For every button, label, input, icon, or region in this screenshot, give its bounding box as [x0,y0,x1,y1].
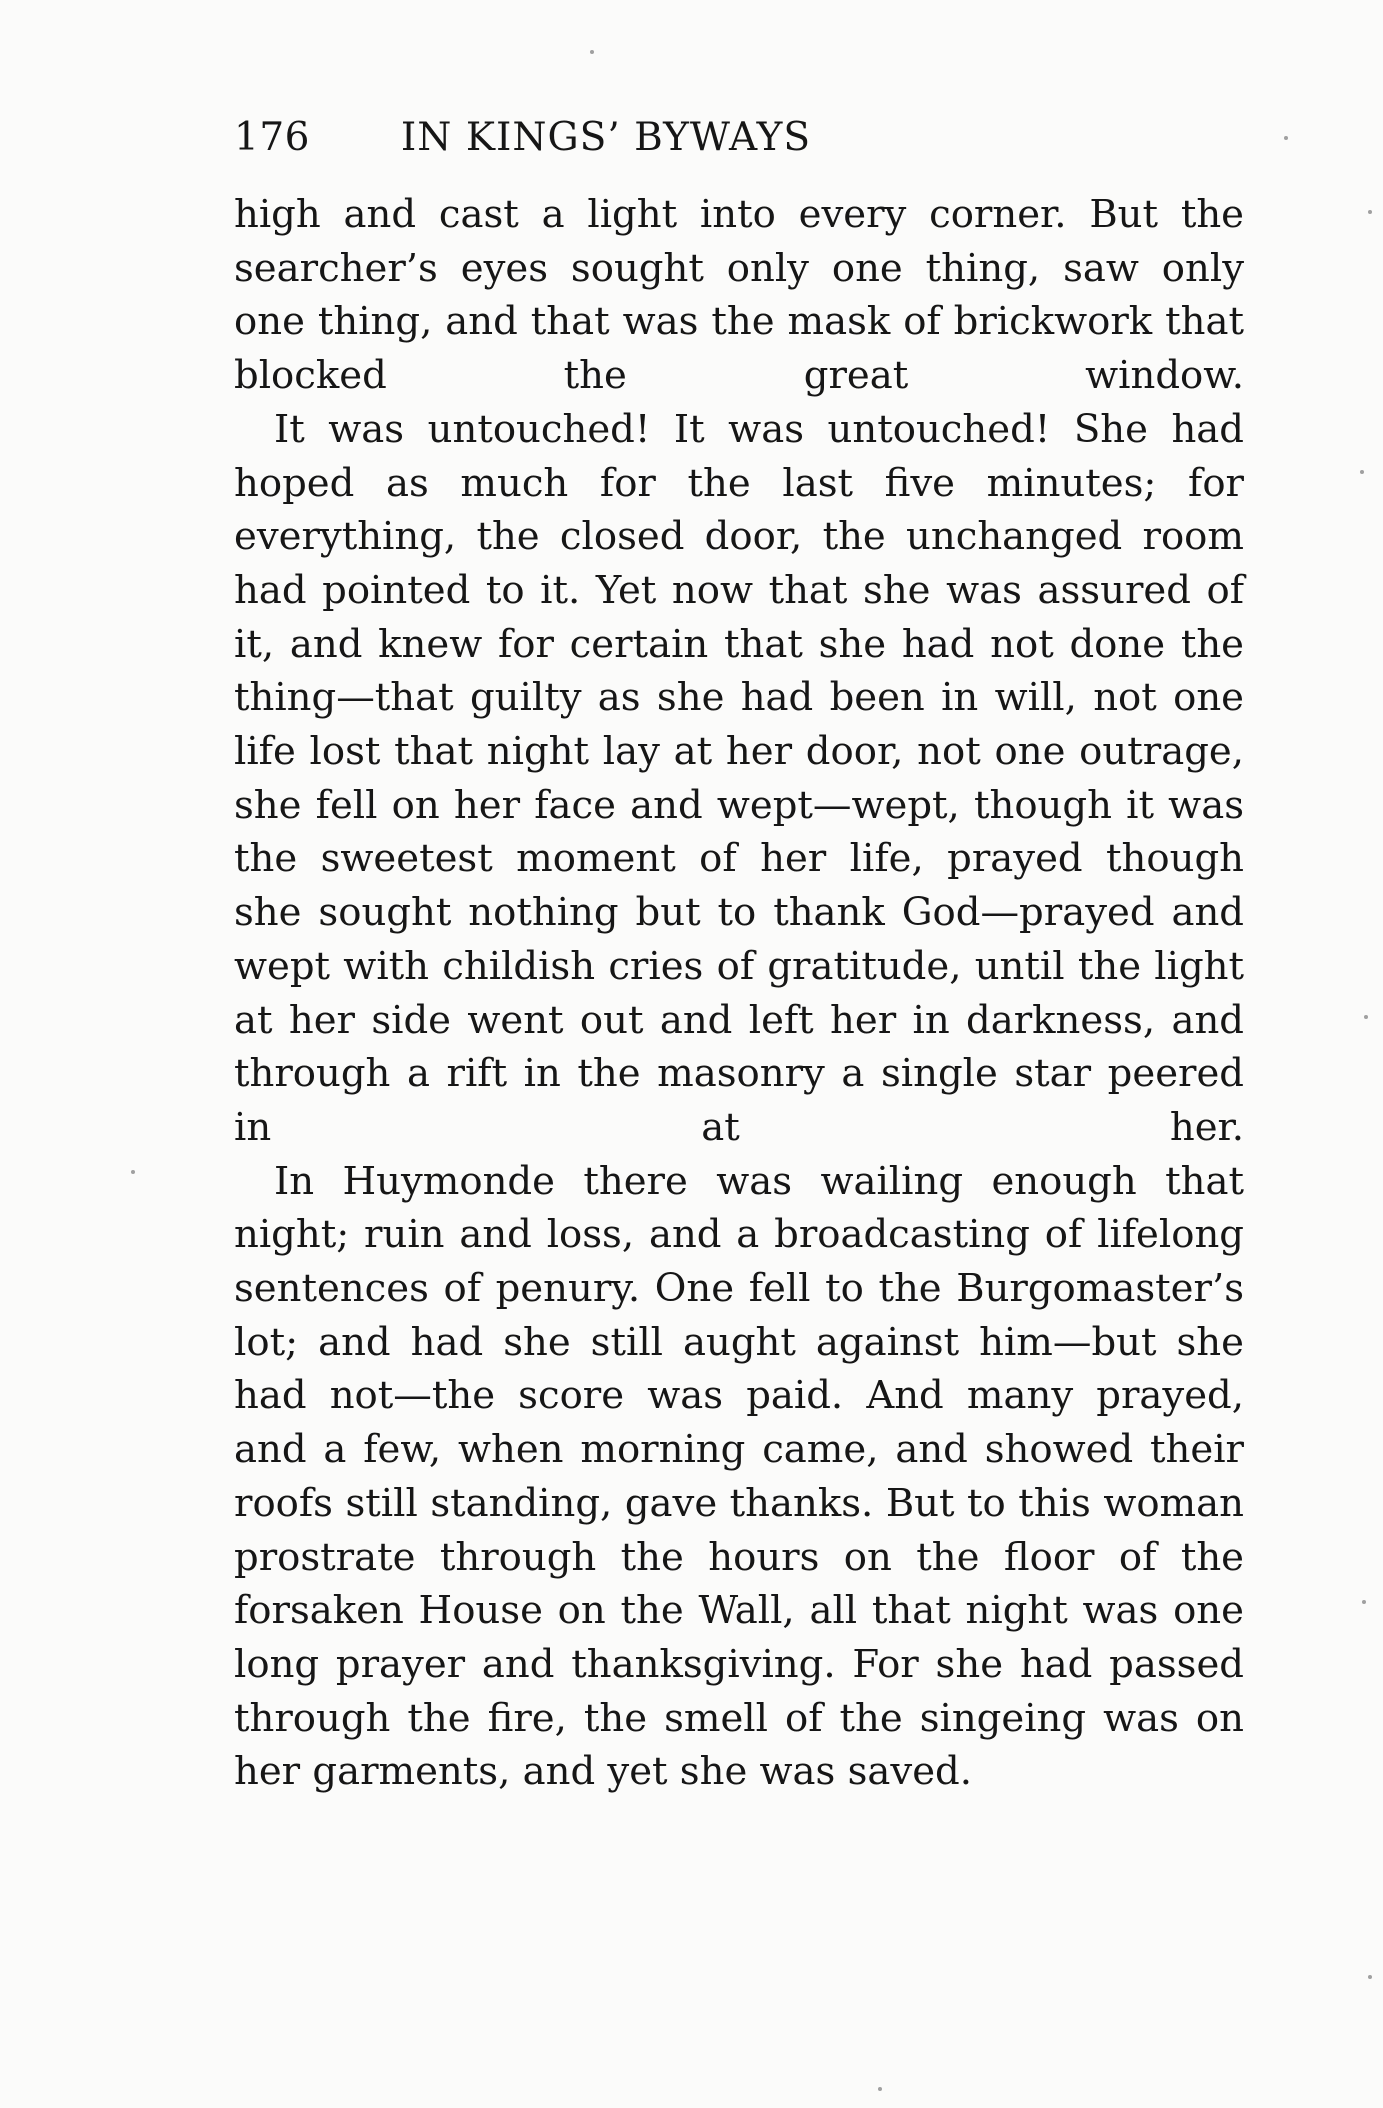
paragraph-huymonde: In Huymonde there was wailing enough that night; ruin and loss, and a broadcasting of lifelong sentences of penury. One fell to the Burgomaster’s lot; and had she still aught against him—but she had not—the score was paid. And many prayed, and a few, when morning came, and showed their roofs still standing, gave thanks. But to this woman prostrate through the hours on the floor of the forsaken House on the Wall, all that night was one long prayer and thanksgiving. For she had passed through the fire, the smell of the singeing was on her garments, and yet she was saved. [234,1158,1244,1795]
scan-speck [1284,136,1288,140]
running-title: IN KINGS’ BYWAYS [400,115,812,160]
paragraph-continued: high and cast a light into every corner. But the searcher’s eyes sought only one thing, saw only one thing, and that was the mask of brickwork that blocked the great window. [234,192,1244,399]
page-number: 176 [234,115,310,160]
paragraph-untouched: It was untouched! It was untouched! She had hoped as much for the last five minutes; for everything, the closed door, the unchanged room had pointed to it. Yet now that she was assured of it, and knew for certain that she had not done the thing—that guilty as she had been in will, not one life lost that night lay at her door, not one outrage, she fell on her face and wept—wept, though it was the sweetest moment of her life, prayed though she sought nothing but to thank God—prayed and wept with childish cries of gratitude, until the light at her side went out and left her in darkness, and through a rift in the masonry a single star peered in at her. [234,406,1244,1150]
scan-speck [1362,1600,1366,1604]
scan-speck [1368,1975,1372,1979]
scan-speck [1364,1015,1368,1019]
scan-speck [1368,210,1372,214]
scan-speck [131,1170,135,1174]
running-head [234,108,944,168]
scan-speck [590,50,594,54]
scan-speck [878,2087,882,2091]
body-text [234,188,1244,1799]
scan-speck [1360,470,1364,474]
